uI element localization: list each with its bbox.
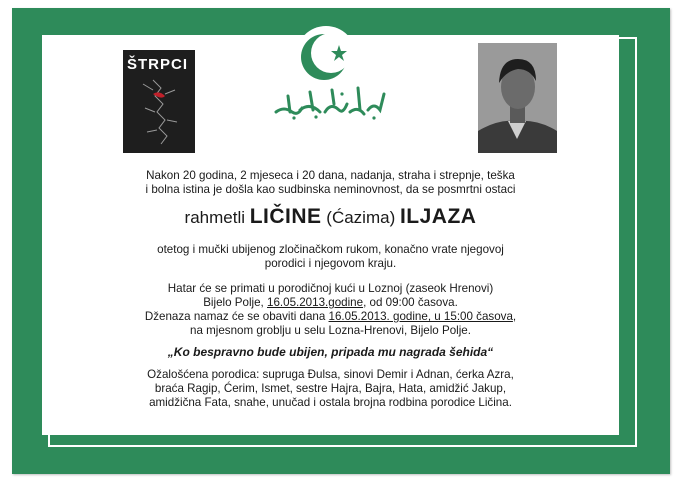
hatar-line-2 [42,296,619,310]
body-line-1: otetog i mučki ubijenog zločinačkom rukom, konačno vrate njegovoj [157,243,504,256]
name-last: ILJAZA [399,205,477,228]
name-first: LIČINE [249,205,322,228]
hatar-place: Bijelo Polje, [203,296,267,309]
hatar-time: , od 09:00 časova. [363,296,458,309]
hatar-date: 16.05.2013.godine [267,296,364,309]
intro-line-2: i bolna istina je došla kao sudbinska neminovnost, da se posmrtni ostaci [145,183,516,196]
deceased-name [42,206,619,229]
dzenaza-intro: Dženaza namaz će se obaviti dana [144,310,329,323]
dzenaza-line-2: na mjesnom groblju u selu Lozna-Hrenovi, Bijelo Polje. [190,324,471,337]
family-line-1: Ožalošćena porodica: supruga Đulsa, sinovi Demir i Adnan, ćerka Azra, [147,368,514,381]
dzenaza-date: 16.05.2013. godine, u 15:00 časova [328,310,513,323]
book-title: ŠTRPCI [127,56,189,73]
dzenaza-line-1 [42,310,619,324]
arabic-calligraphy-icon [270,82,388,122]
crescent-star-icon [293,23,359,89]
book-cover-image [123,50,195,153]
body-line-2: porodici i njegovom kraju. [264,257,397,270]
quote: „Ko bespravno bude ubijen, pripada mu nagrada šehida“ [167,345,494,359]
hatar-line-1: Hatar će se primati u porodičnoj kući u Loznoj (zaseok Hrenovi) [167,282,494,295]
name-prefix: rahmetli [184,208,250,227]
dzenaza-comma: , [512,310,517,323]
name-middle: (Ćazima) [321,208,400,227]
intro-line-1: Nakon 20 godina, 2 mjeseca i 20 dana, nadanja, straha i strepnje, teška [146,169,515,182]
family-line-2: braća Ragip, Ćerim, Ismet, sestre Hajra, Bajra, Hata, amidžić Jakup, [154,382,507,395]
portrait-photo [478,43,557,153]
family-line-3: amidžična Fata, snahe, unučad i ostala brojna rodbina porodice Ličina. [149,396,512,409]
